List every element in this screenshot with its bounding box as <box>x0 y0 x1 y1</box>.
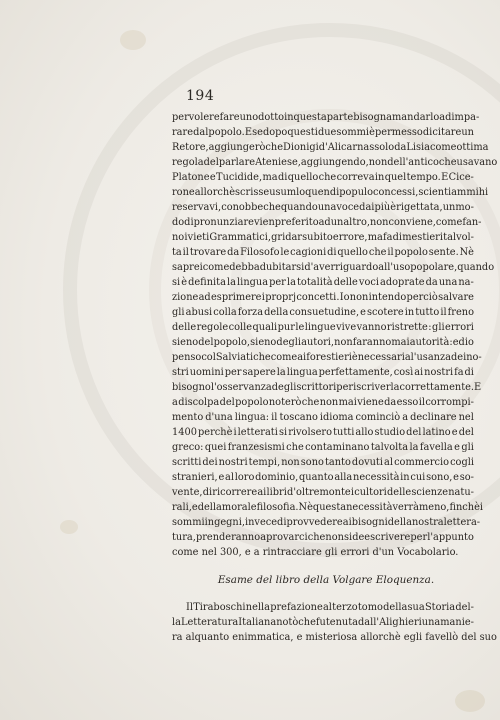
text-line: Platone e Tucidide, ma di quello che correva in quel tempo. E Cice- <box>172 172 474 183</box>
foxing-stain <box>120 30 146 50</box>
text-line: 1400 perchè i letterati si rivolsero tutti allo studio del latino e del <box>172 427 474 438</box>
text-line: mento d'una lingua: il toscano idioma cominciò a declinare nel <box>172 412 474 423</box>
text-line: greco: quei franzesismi che contaminano talvolta la favella e gli <box>172 442 474 453</box>
text-line: Il Tiraboschi nella prefazione al terzo tomo della sua Storia del- <box>186 602 474 613</box>
text-line: bisogno l'osservanza degli scrittori per iscriverla correttamente. E <box>172 382 482 393</box>
text-line: penso col Salviati che come ai forestieri è necessaria l'usanza dei no- <box>172 352 482 363</box>
text-line: no i vieti Grammatici, gridar subito errore, ma fa di mestieri talvol- <box>172 232 474 243</box>
text-line: tura, prenderanno a provarci che non si dee scrivere per l'appunto <box>172 532 474 543</box>
text-line: scritti dei nostri tempi, non sono tanto dovuti al commercio cogli <box>172 457 474 468</box>
text-line: zione ad esprimere i proprj concetti. Io non intendo perciò salvare <box>172 292 474 303</box>
section-heading: Esame del libro della Volgare Eloquenza. <box>217 574 435 586</box>
paragraph <box>172 110 498 560</box>
text-line: come nel 300, e a rintracciare gli errori d'un Vocabolario. <box>172 547 459 558</box>
body-text <box>172 110 498 645</box>
text-line: Retore, aggiungerò che Dionigi d'Alicarnasso loda Lisia come ottima <box>172 142 489 153</box>
text-line: regola del parlare Ateniese, aggiungendo, non dell'antico che usavano <box>172 157 498 168</box>
text-line: ta il trovare da Filosofo le cagioni di quello che il popolo sente. Nè <box>172 247 474 258</box>
foxing-stain <box>60 520 78 534</box>
paragraph <box>172 600 497 645</box>
text-line: delle regole colle quali pur le lingue vive vanno ristrette : gli errori <box>172 322 474 333</box>
page-number: 194 <box>186 88 215 104</box>
text-line: saprei come debba dubitarsi d'aver riguardo all'uso popolare, quando <box>172 262 495 273</box>
text-line: sieno del popolo, sieno degli autori, non faranno mai autorità: ed io <box>172 337 474 348</box>
text-line: vente, di ricorrere ai libri d'oltremonte i cultori delle scienze natu- <box>172 487 474 498</box>
foxing-stain <box>455 690 485 712</box>
text-line: sommi ingegni, invece di provvedere ai bisogni della nostra lettera- <box>172 517 481 528</box>
text-line: rare dal popolo. E se dopo questi due sommi è permesso di citare un <box>172 127 474 138</box>
text-line: stri uomini per sapere la lingua perfettamente, così ai nostri fa di <box>172 367 474 378</box>
text-line: si è definita la lingua per la totalità delle voci adoprate da una na- <box>172 277 474 288</box>
text-line: per volere fare uno dotto in questa parte bisogna mandarlo ad impa- <box>172 112 480 123</box>
text-line: ra alquanto enimmatica, e misteriosa allorchè egli favellò del suo <box>172 632 497 643</box>
text-line: la Letteratura Italiana notò che fu tenuta dall'Alighieri una manie- <box>172 617 474 628</box>
text-line: rone allorchè scrisse usum loquendi populo concessi, scientiam mihi <box>172 187 489 198</box>
text-line: a discolpa del popolo noterò che non mai viene da esso il corrompi- <box>172 397 474 408</box>
text-line: rali, e della morale filosofia. Nè questa necessità verrà meno, finchè i <box>172 502 484 513</box>
text-line: reservavi, conobbe che quando una voce dai più è rigettata, un mo- <box>172 202 474 213</box>
text-line: do di pronunziare vien preferito ad un altro, non conviene, come fan- <box>172 217 482 228</box>
text-line: stranieri, e al loro dominio, quanto alla necessità in cui sono, e so- <box>172 472 474 483</box>
text-line: gli abusi colla forza della consuetudine, e scotere in tutto il freno <box>172 307 474 318</box>
